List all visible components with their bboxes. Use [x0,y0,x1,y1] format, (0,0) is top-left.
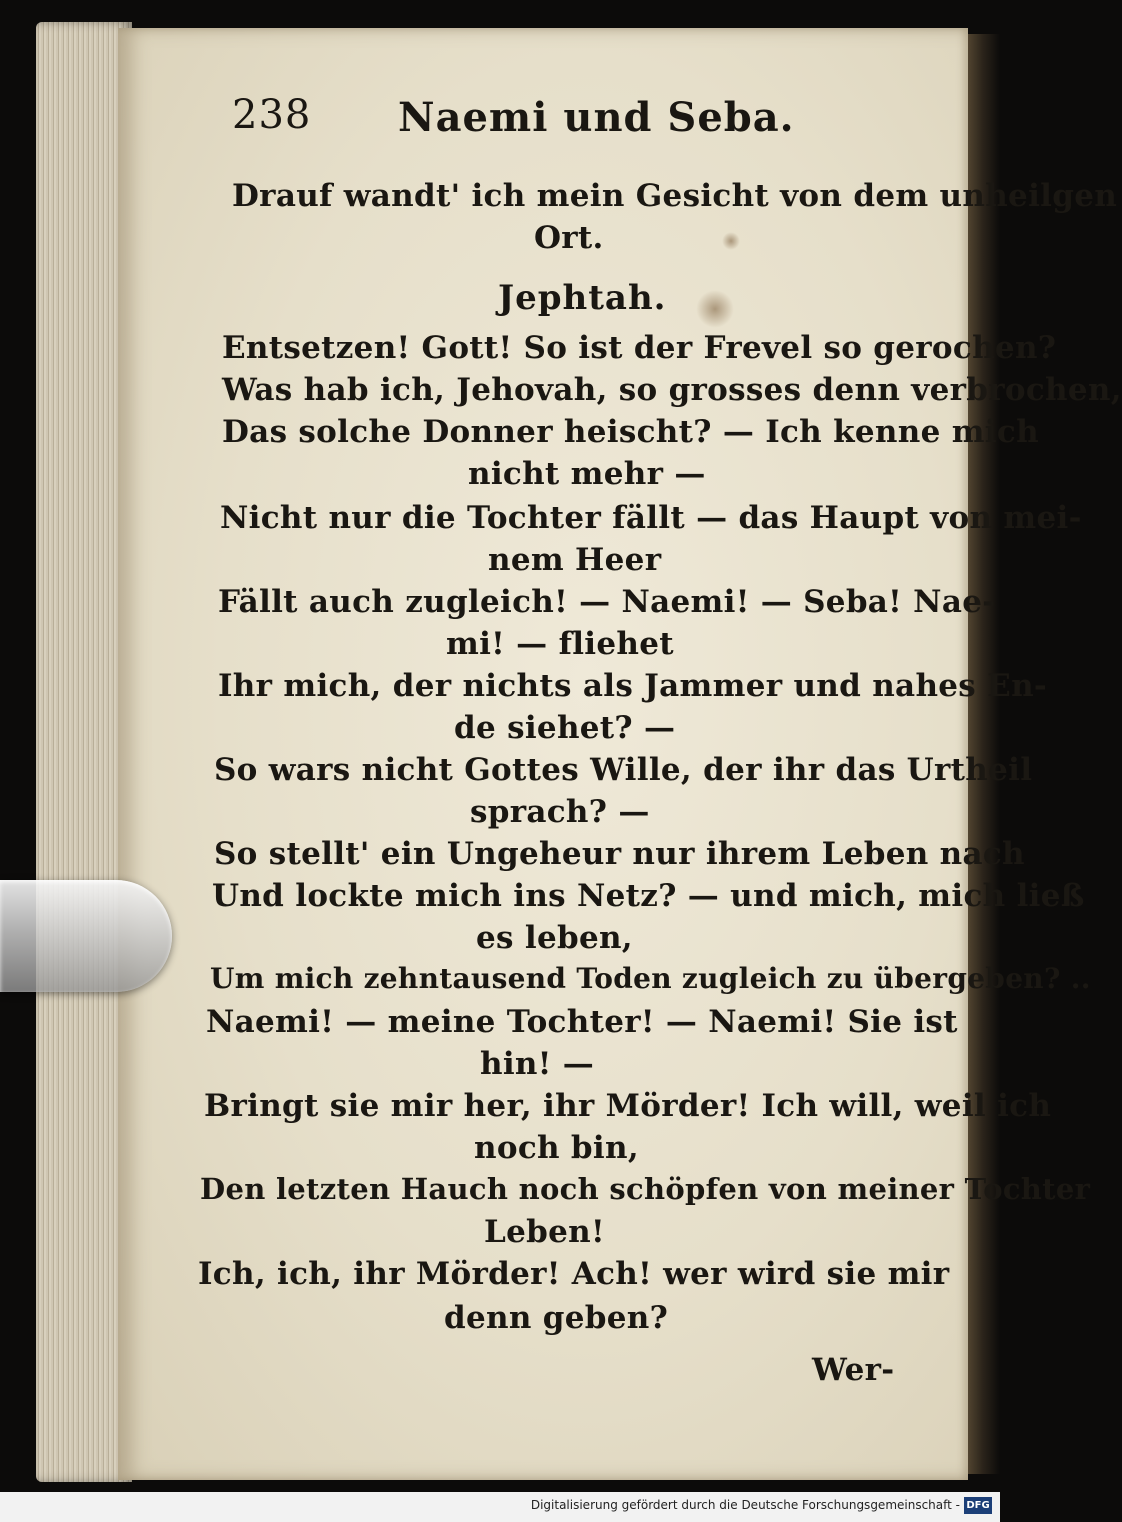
text-line: Um mich zehntausend Toden zugleich zu übergeben? .. [210,962,1091,995]
dfg-logo-icon: DFG [964,1497,992,1514]
page-clip [0,880,172,992]
text-line: nem Heer [488,542,662,578]
text-line: nicht mehr — [468,456,706,492]
foxing-stain [722,232,740,250]
text-line: Und lockte mich ins Netz? — und mich, mich ließ [212,878,1085,914]
foxing-stain [696,290,734,328]
speaker-name: Jephtah. [498,278,667,318]
text-line: Fällt auch zugleich! — Naemi! — Seba! Nae- [218,584,996,620]
text-line: Ort. [534,220,604,256]
text-line: es leben, [476,920,633,956]
text-line: Bringt sie mir her, ihr Mörder! Ich will, weil ich [204,1088,1052,1124]
text-line: So wars nicht Gottes Wille, der ihr das Urtheil [214,752,1033,788]
page-number: 238 [232,92,312,138]
footer-bar [0,1492,1000,1522]
text-line: mi! — fliehet [446,626,674,662]
text-line: de siehet? — [454,710,676,746]
text-line: Leben! [484,1214,605,1250]
running-title: Naemi und Seba. [398,94,795,141]
text-line: Ich, ich, ihr Mörder! Ach! wer wird sie mir [198,1256,950,1292]
text-line: Naemi! — meine Tochter! — Naemi! Sie ist [206,1004,958,1040]
text-line: noch bin, [474,1130,639,1166]
text-line: Den letzten Hauch noch schöpfen von meiner Tochter [200,1172,1091,1206]
footer-credit: Digitalisierung gefördert durch die Deutsche Forschungsgemeinschaft - [530,1498,960,1512]
text-line: hin! — [480,1046,595,1082]
catchword: Wer- [812,1352,895,1388]
text-line: denn geben? [444,1300,669,1336]
text-line: Das solche Donner heischt? — Ich kenne mich [222,414,1039,450]
text-line: So stellt' ein Ungeheur nur ihrem Leben nach [214,836,1025,872]
text-line: sprach? — [470,794,650,830]
text-line: Drauf wandt' ich mein Gesicht von dem unheilgen [232,178,1118,214]
text-line: Ihr mich, der nichts als Jammer und nahes En- [218,668,1048,704]
text-line: Entsetzen! Gott! So ist der Frevel so gerochen? [222,330,1057,366]
text-line: Was hab ich, Jehovah, so grosses denn verbrochen, [222,372,1122,408]
text-line: Nicht nur die Tochter fällt — das Haupt von mei- [220,500,1082,536]
